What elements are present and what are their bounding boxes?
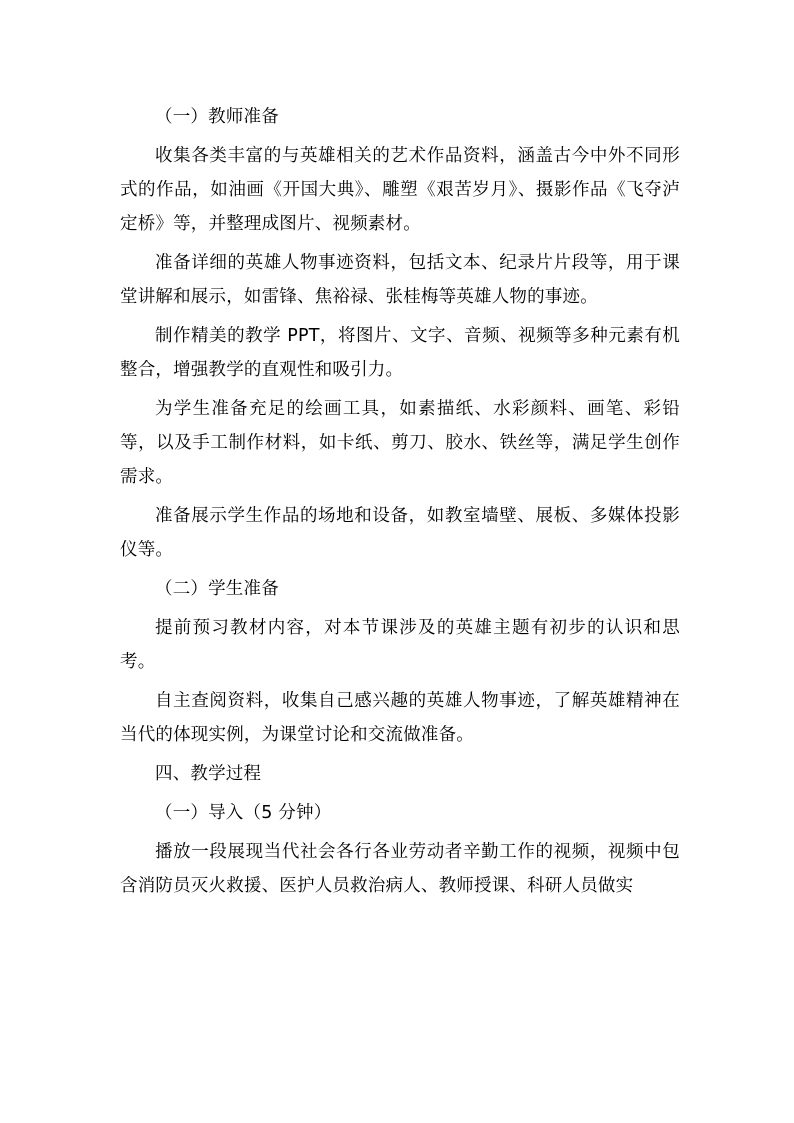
paragraph-collect-artworks: 收集各类丰富的与英雄相关的艺术作品资料，涵盖古今中外不同形式的作品，如油画《开国大典》、雕塑《艰苦岁月》、摄影作品《飞夺泸定桥》等，并整理成图片、视频素材。 bbox=[120, 146, 680, 234]
paragraph-drawing-tools: 为学生准备充足的绘画工具，如素描纸、水彩颜料、画笔、彩铅等，以及手工制作材料，如卡纸、剪刀、胶水、铁丝等，满足学生创作需求。 bbox=[120, 399, 680, 487]
paragraph-ppt: 制作精美的教学 PPT，将图片、文字、音频、视频等多种元素有机整合，增强教学的直观性和吸引力。 bbox=[120, 326, 680, 380]
section-heading-teacher-prep: （一）教师准备 bbox=[155, 107, 279, 127]
paragraph-video: 播放一段展现当代社会各行各业劳动者辛勤工作的视频，视频中包含消防员灭火救援、医护人员救治病人、教师授课、科研人员做实 bbox=[120, 842, 680, 896]
paragraph-preview: 提前预习教材内容，对本节课涉及的英雄主题有初步的认识和思考。 bbox=[120, 618, 680, 672]
paragraph-display-venue: 准备展示学生作品的场地和设备，如教室墙壁、展板、多媒体投影仪等。 bbox=[120, 506, 680, 560]
section-heading-teaching-process: 四、教学过程 bbox=[155, 764, 262, 784]
section-heading-student-prep: （二）学生准备 bbox=[155, 579, 279, 599]
paragraph-hero-stories: 准备详细的英雄人物事迹资料，包括文本、纪录片片段等，用于课堂讲解和展示，如雷锋、焦裕禄、张桂梅等英雄人物的事迹。 bbox=[120, 253, 680, 307]
section-heading-introduction: （一）导入（5 分钟） bbox=[155, 803, 332, 823]
paragraph-research: 自主查阅资料，收集自己感兴趣的英雄人物事迹，了解英雄精神在当代的体现实例，为课堂讨论和交流做准备。 bbox=[120, 691, 680, 745]
document-body bbox=[120, 100, 680, 903]
